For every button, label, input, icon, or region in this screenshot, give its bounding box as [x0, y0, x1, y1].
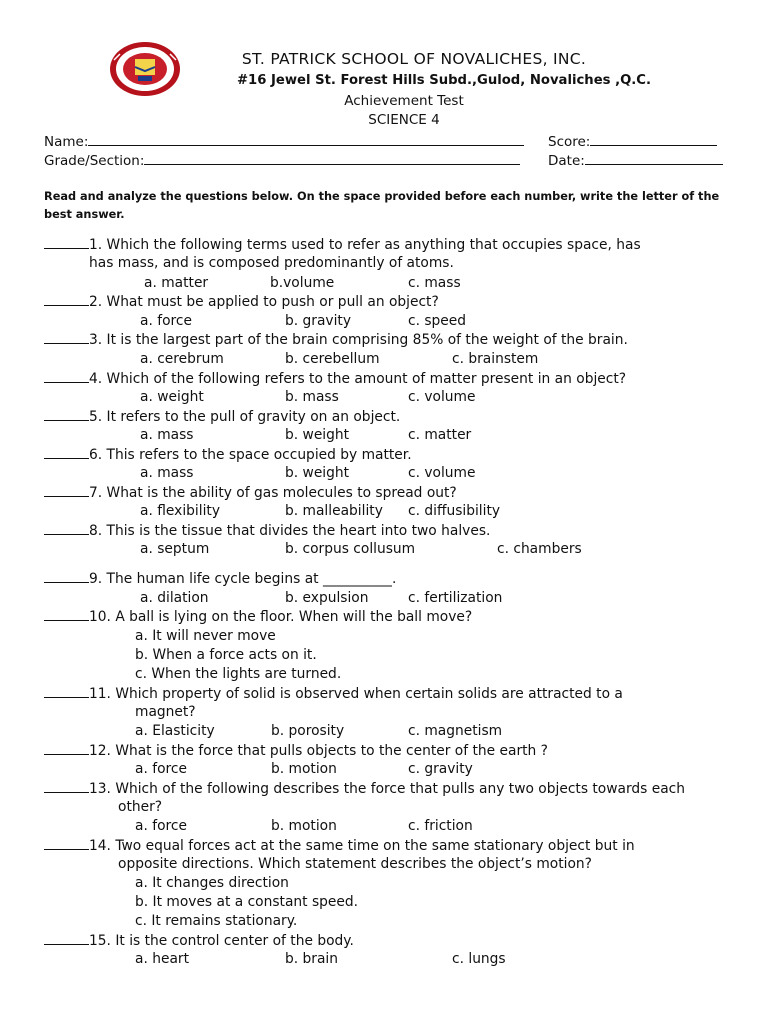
answer-option: c. It remains stationary. [135, 913, 298, 929]
grade-section-field[interactable] [44, 151, 520, 169]
answer-option: a. matter [144, 275, 209, 291]
answer-blank[interactable] [44, 608, 89, 621]
answer-option: b. It moves at a constant speed. [135, 894, 359, 910]
school-name: ST. PATRICK SCHOOL OF NOVALICHES, INC. [241, 50, 587, 68]
question-text: 14. Two equal forces act at the same time on the same stationary object but in [89, 838, 635, 854]
answer-blank[interactable] [44, 370, 89, 383]
date-label: Date: [548, 153, 585, 169]
question-8 [44, 522, 490, 539]
question-11 [44, 685, 623, 702]
answer-option: b. When a force acts on it. [135, 647, 317, 663]
answer-blank[interactable] [44, 742, 89, 755]
answer-option: b. gravity [285, 313, 351, 329]
answer-option: a. flexibility [140, 503, 220, 519]
answer-option: b. motion [271, 761, 337, 777]
question-3 [44, 331, 628, 348]
question-text: 6. This refers to the space occupied by matter. [89, 447, 412, 463]
question-text: 1. Which the following terms used to refer as anything that occupies space, has [89, 237, 641, 253]
answer-option: b. porosity [271, 723, 345, 739]
answer-option: c. lungs [452, 951, 506, 967]
answer-option: b. expulsion [285, 590, 369, 606]
answer-option: c. When the lights are turned. [135, 666, 342, 682]
answer-option: a. mass [140, 427, 194, 443]
question-text: 4. Which of the following refers to the amount of matter present in an object? [89, 371, 627, 387]
answer-option: a. septum [140, 541, 210, 557]
question-12 [44, 742, 548, 759]
answer-option: c. volume [408, 465, 476, 481]
school-address: #16 Jewel St. Forest Hills Subd.,Gulod, Novaliches ,Q.C. [236, 73, 651, 88]
answer-blank[interactable] [44, 685, 89, 698]
name-label: Name: [44, 134, 89, 150]
answer-option: c. fertilization [408, 590, 503, 606]
question-4 [44, 370, 626, 387]
answer-option: a. Elasticity [135, 723, 215, 739]
test-title: Achievement Test [344, 93, 464, 109]
answer-option: b. weight [285, 427, 350, 443]
answer-option: a. It will never move [135, 628, 276, 644]
answer-option: c. volume [408, 389, 476, 405]
date-line[interactable] [585, 151, 723, 165]
answer-blank[interactable] [44, 570, 89, 583]
question-text: 5. It refers to the pull of gravity on an object. [89, 409, 401, 425]
answer-option: a. dilation [140, 590, 209, 606]
question-text: 10. A ball is lying on the floor. When will the ball move? [89, 609, 473, 625]
answer-option: a. weight [140, 389, 204, 405]
answer-option: c. diffusibility [408, 503, 501, 519]
answer-option: b. brain [285, 951, 338, 967]
answer-option: c. speed [408, 313, 467, 329]
answer-option: b. corpus collusum [285, 541, 416, 557]
answer-blank[interactable] [44, 236, 89, 249]
answer-option: b.volume [270, 275, 335, 291]
grade-section-line[interactable] [144, 151, 520, 165]
name-line[interactable] [88, 132, 524, 146]
answer-option: a. It changes direction [135, 875, 289, 891]
grade-section-label: Grade/Section: [44, 153, 145, 169]
answer-option: b. motion [271, 818, 337, 834]
answer-option: b. mass [285, 389, 339, 405]
answer-option: c. brainstem [452, 351, 539, 367]
question-1 [44, 236, 641, 253]
answer-option: c. mass [408, 275, 461, 291]
answer-option: a. mass [140, 465, 194, 481]
question-14 [44, 837, 635, 854]
question-text: 8. This is the tissue that divides the heart into two halves. [89, 523, 491, 539]
question-text: 15. It is the control center of the body. [89, 933, 354, 949]
answer-blank[interactable] [44, 408, 89, 421]
answer-option: c. magnetism [408, 723, 503, 739]
question-13 [44, 780, 685, 797]
answer-option: a. heart [135, 951, 189, 967]
answer-option: c. gravity [408, 761, 473, 777]
answer-option: b. malleability [285, 503, 383, 519]
score-label: Score: [548, 134, 591, 150]
question-text-continuation: has mass, and is composed predominantly of atoms. [89, 255, 454, 271]
answer-option: c. friction [408, 818, 473, 834]
question-text: 12. What is the force that pulls objects to the center of the earth ? [89, 743, 548, 759]
answer-blank[interactable] [44, 331, 89, 344]
instructions: Read and analyze the questions below. On the space provided before each number, write the letter of the best answer. [44, 190, 720, 221]
question-15 [44, 932, 354, 949]
answer-option: c. matter [408, 427, 472, 443]
question-6 [44, 446, 412, 463]
answer-option: a. cerebrum [140, 351, 224, 367]
answer-option: a. force [135, 761, 187, 777]
question-text-continuation: other? [118, 799, 163, 815]
answer-option: c. chambers [497, 541, 582, 557]
answer-option: b. weight [285, 465, 350, 481]
answer-option: a. force [140, 313, 192, 329]
answer-blank[interactable] [44, 293, 89, 306]
question-5 [44, 408, 400, 425]
answer-blank[interactable] [44, 522, 89, 535]
answer-blank[interactable] [44, 484, 89, 497]
question-2 [44, 293, 439, 310]
subject-title: SCIENCE 4 [368, 112, 440, 128]
answer-blank[interactable] [44, 446, 89, 459]
school-seal-logo [108, 40, 182, 98]
question-text: 9. The human life cycle begins at __________. [89, 571, 397, 587]
question-text: 2. What must be applied to push or pull an object? [89, 294, 439, 310]
answer-option: a. force [135, 818, 187, 834]
name-field[interactable] [44, 132, 524, 150]
question-10 [44, 608, 472, 625]
answer-blank[interactable] [44, 932, 89, 945]
question-text: 3. It is the largest part of the brain comprising 85% of the weight of the brain. [89, 332, 628, 348]
date-field[interactable] [548, 151, 723, 169]
answer-blank[interactable] [44, 837, 89, 850]
question-text-continuation: magnet? [135, 704, 196, 720]
score-field[interactable] [548, 132, 717, 150]
question-text: 13. Which of the following describes the force that pulls any two objects towards each [89, 781, 686, 797]
question-text-continuation: opposite directions. Which statement describes the object’s motion? [118, 856, 592, 872]
question-9 [44, 570, 396, 587]
question-7 [44, 484, 457, 501]
score-line[interactable] [590, 132, 717, 146]
question-text: 11. Which property of solid is observed when certain solids are attracted to a [89, 686, 623, 702]
question-text: 7. What is the ability of gas molecules to spread out? [89, 485, 457, 501]
answer-option: b. cerebellum [285, 351, 380, 367]
answer-blank[interactable] [44, 780, 89, 793]
